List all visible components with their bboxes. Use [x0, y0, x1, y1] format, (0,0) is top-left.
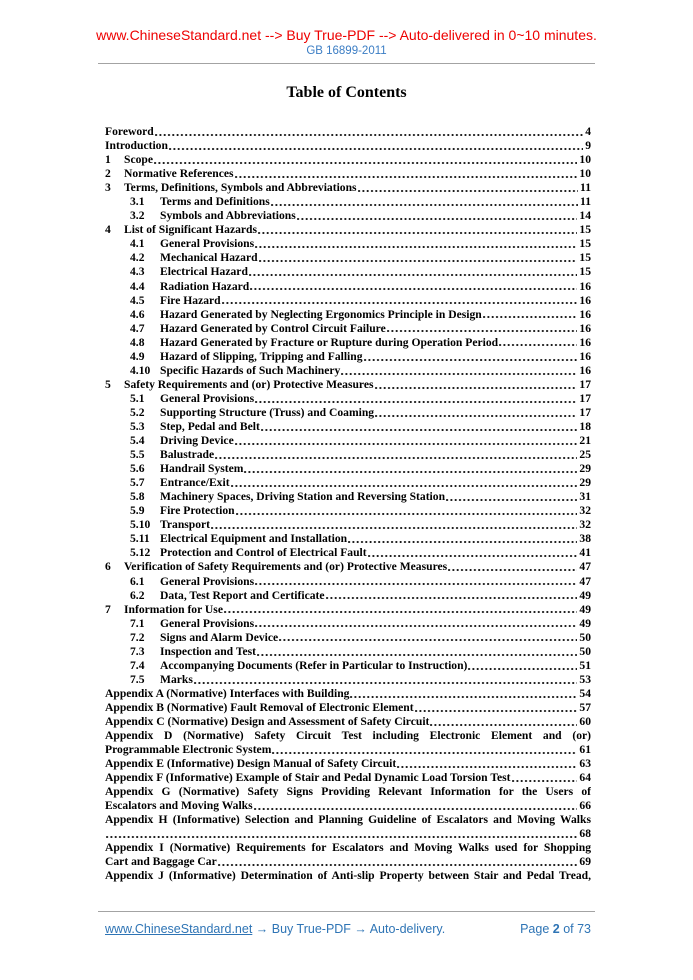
- entry-page-number: 4: [585, 125, 591, 138]
- entry-text: Marks: [160, 672, 193, 686]
- entry-text: Hazard Generated by Control Circuit Failure: [160, 321, 386, 335]
- section-number: 4.4: [130, 279, 145, 293]
- leader-dots: [255, 237, 577, 251]
- leader-dots: [211, 518, 577, 532]
- entry-text: Terms, Definitions, Symbols and Abbreviations: [124, 181, 357, 195]
- page-number-current: 2: [552, 922, 560, 936]
- entry-page-number: 15: [579, 237, 591, 251]
- entry-page-number: 47: [579, 574, 591, 588]
- toc-entry: [105, 448, 591, 462]
- entry-page-number: 64: [579, 771, 591, 785]
- section-number: 6.2: [130, 588, 145, 602]
- entry-page-number: 66: [579, 799, 591, 813]
- leader-dots: [249, 265, 578, 279]
- leader-dots: [154, 153, 577, 167]
- entry-page-number: 53: [579, 672, 591, 686]
- section-number: 5.4: [130, 434, 145, 448]
- entry-page-number: 31: [579, 490, 591, 504]
- toc-entry: [105, 603, 591, 617]
- entry-text: Programmable Electronic System: [105, 743, 272, 757]
- toc-entry: [105, 167, 591, 181]
- entry-text: Information for Use: [124, 602, 223, 616]
- leader-dots: [326, 589, 578, 603]
- entry-page-number: 54: [579, 686, 591, 700]
- entry-text: Handrail System: [160, 462, 244, 476]
- leader-dots: [375, 378, 578, 392]
- toc-entry: [105, 589, 591, 603]
- entry-text: Electrical Equipment and Installation: [160, 532, 348, 546]
- leader-dots: [512, 771, 578, 785]
- entry-page-number: 68: [579, 827, 591, 841]
- section-number: 4.7: [130, 321, 145, 335]
- leader-dots: [397, 757, 577, 771]
- entry-page-number: 61: [579, 743, 591, 757]
- entry-page-number: 47: [579, 560, 591, 574]
- entry-text: Appendix B (Normative) Fault Removal of Electronic Element: [105, 700, 414, 714]
- entry-page-number: 9: [585, 139, 591, 153]
- toc-entry: [105, 687, 591, 701]
- page-indicator: [520, 922, 591, 936]
- toc-entry: [105, 125, 591, 139]
- section-number: 5.2: [130, 405, 145, 419]
- toc-entry: [105, 153, 591, 167]
- toc-entry: [105, 701, 591, 715]
- promo-banner-link[interactable]: www.ChineseStandard.net --> Buy True-PDF --> Auto-delivered in 0~10 minutes.: [96, 27, 597, 43]
- entry-page-number: 16: [579, 363, 591, 377]
- entry-page-number: 16: [579, 279, 591, 293]
- entry-text: Protection and Control of Electrical Fault: [160, 546, 367, 560]
- toc-entry: [105, 869, 591, 883]
- leader-dots: [224, 603, 577, 617]
- section-number: 5.1: [130, 391, 145, 405]
- leader-dots: [499, 336, 577, 350]
- toc-entry: [105, 785, 591, 799]
- toc-entry: [105, 617, 591, 631]
- section-number: 7.5: [130, 672, 145, 686]
- entry-page-number: 17: [579, 377, 591, 391]
- toc-entry: [105, 308, 591, 322]
- entry-text: Safety Requirements and (or) Protective Measures: [124, 377, 374, 391]
- toc-entry: [105, 322, 591, 336]
- toc-entry: [105, 631, 591, 645]
- leader-dots: [350, 687, 577, 701]
- page-label-total: of 73: [559, 922, 591, 936]
- section-number: 5.8: [130, 490, 145, 504]
- leader-dots: [279, 631, 577, 645]
- section-number: 4.1: [130, 237, 145, 251]
- entry-page-number: 11: [580, 195, 591, 209]
- entry-page-number: 14: [579, 209, 591, 223]
- toc-entry: [105, 265, 591, 279]
- entry-page-number: 32: [579, 504, 591, 518]
- toc-entry: [105, 659, 591, 673]
- entry-page-number: 16: [579, 349, 591, 363]
- entry-page-number: 16: [579, 321, 591, 335]
- toc-entry: [105, 237, 591, 251]
- toc-entry: [105, 462, 591, 476]
- entry-text: Accompanying Documents (Refer in Particular to Instruction): [160, 658, 468, 672]
- leader-dots: [169, 139, 583, 153]
- toc-entry: [105, 350, 591, 364]
- section-number: 2: [105, 167, 111, 181]
- page-footer: [105, 922, 591, 936]
- entry-text: General Provisions: [160, 616, 255, 630]
- entry-text: Terms and Definitions: [160, 195, 270, 209]
- section-number: 5.12: [130, 546, 151, 560]
- toc-entry: [105, 223, 591, 237]
- entry-page-number: 60: [579, 714, 591, 728]
- entry-text: Appendix A (Normative) Interfaces with Building: [105, 686, 350, 700]
- leader-dots: [255, 617, 577, 631]
- entry-text: Appendix E (Informative) Design Manual of Safety Circuit: [105, 757, 397, 771]
- toc-entry: [105, 546, 591, 560]
- leader-dots: [271, 195, 578, 209]
- section-number: 4.3: [130, 265, 145, 279]
- section-number: 5.6: [130, 462, 145, 476]
- toc-entry: [105, 364, 591, 378]
- entry-page-number: 41: [579, 546, 591, 560]
- entry-text: Appendix I (Normative) Requirements for Escalators and Moving Walks used for Shopping: [105, 841, 591, 855]
- leader-dots: [255, 392, 577, 406]
- entry-page-number: 17: [579, 391, 591, 405]
- leader-dots: [255, 575, 577, 589]
- entry-text: Normative References: [124, 167, 234, 181]
- leader-dots: [194, 673, 578, 687]
- leader-dots: [236, 504, 578, 518]
- section-number: 4.5: [130, 293, 145, 307]
- entry-page-number: 17: [579, 405, 591, 419]
- leader-dots: [257, 645, 577, 659]
- toc-entry: [105, 645, 591, 659]
- entry-text: Entrance/Exit: [160, 476, 230, 490]
- entry-page-number: 29: [579, 462, 591, 476]
- footer-promo-text: → Buy True-PDF → Auto-delivery.: [252, 922, 446, 936]
- toc-entry: [105, 575, 591, 589]
- leader-dots: [297, 209, 578, 223]
- toc-entry: [105, 139, 591, 153]
- toc-entry: [105, 673, 591, 687]
- leader-dots: [235, 167, 578, 181]
- entry-text: Radiation Hazard: [160, 279, 250, 293]
- page-title: Table of Contents: [286, 84, 407, 101]
- leader-dots: [387, 322, 578, 336]
- leader-dots: [483, 308, 578, 322]
- section-number: 5.11: [130, 532, 150, 546]
- toc-entry: [105, 729, 591, 743]
- entry-page-number: 49: [579, 602, 591, 616]
- toc-entry: [105, 406, 591, 420]
- entry-text: Fire Hazard: [160, 293, 221, 307]
- entry-text: Electrical Hazard: [160, 265, 248, 279]
- entry-page-number: 50: [579, 630, 591, 644]
- toc-entry: [105, 841, 591, 855]
- section-number: 6.1: [130, 574, 145, 588]
- entry-text: Transport: [160, 518, 211, 532]
- toc-entry: [105, 518, 591, 532]
- leader-dots: [358, 181, 578, 195]
- section-number: 3.2: [130, 209, 145, 223]
- toc-entry: [105, 434, 591, 448]
- entry-page-number: 18: [579, 419, 591, 433]
- entry-text: Supporting Structure (Truss) and Coaming: [160, 405, 375, 419]
- section-number: 4.6: [130, 307, 145, 321]
- footer-promo: [105, 922, 445, 936]
- footer-divider: [98, 911, 595, 912]
- entry-page-number: 49: [579, 588, 591, 602]
- leader-dots: [250, 280, 577, 294]
- entry-text: General Provisions: [160, 574, 255, 588]
- entry-text: Step, Pedal and Belt: [160, 419, 260, 433]
- entry-page-number: 63: [579, 757, 591, 771]
- leader-dots: [448, 560, 577, 574]
- leader-dots: [215, 448, 577, 462]
- entry-page-number: 16: [579, 293, 591, 307]
- leader-dots: [348, 532, 577, 546]
- section-number: 7.2: [130, 630, 145, 644]
- toc-entry: [105, 827, 591, 841]
- toc-entry: [105, 476, 591, 490]
- leader-dots: [235, 434, 578, 448]
- toc-entry: [105, 280, 591, 294]
- entry-text: Specific Hazards of Such Machinery: [160, 363, 341, 377]
- section-number: 7: [105, 602, 111, 616]
- entry-page-number: 69: [579, 855, 591, 869]
- section-number: 4.2: [130, 251, 145, 265]
- toc-entry: [105, 209, 591, 223]
- leader-dots: [430, 715, 577, 729]
- entry-page-number: 49: [579, 616, 591, 630]
- entry-text: Appendix C (Normative) Design and Assessment of Safety Circuit: [105, 714, 430, 728]
- page-label: Page: [520, 922, 553, 936]
- entry-text: Hazard of Slipping, Tripping and Falling: [160, 349, 363, 363]
- entry-text: Driving Device: [160, 434, 234, 448]
- toc-entry: [105, 743, 591, 757]
- entry-page-number: 51: [579, 658, 591, 672]
- toc-entry: [105, 813, 591, 827]
- entry-text: General Provisions: [160, 237, 255, 251]
- leader-dots: [341, 364, 577, 378]
- entry-text: Scope: [124, 153, 153, 167]
- entry-page-number: 38: [579, 532, 591, 546]
- leader-dots: [254, 799, 578, 813]
- section-number: 7.1: [130, 616, 145, 630]
- entry-text: Cart and Baggage Car: [105, 855, 217, 869]
- toc-entry: [105, 294, 591, 308]
- section-number: 1: [105, 153, 111, 167]
- entry-text: Machinery Spaces, Driving Station and Reversing Station: [160, 490, 446, 504]
- section-number: 4.9: [130, 349, 145, 363]
- section-number: 5: [105, 377, 111, 391]
- toc-entry: [105, 378, 591, 392]
- entry-page-number: 15: [579, 251, 591, 265]
- section-number: 7.4: [130, 658, 145, 672]
- leader-dots: [155, 125, 583, 139]
- leader-dots: [468, 659, 577, 673]
- entry-page-number: 11: [580, 181, 591, 195]
- entry-page-number: 16: [579, 307, 591, 321]
- leader-dots: [106, 827, 577, 841]
- toc-entry: [105, 181, 591, 195]
- toc-entry: [105, 420, 591, 434]
- toc-entry: [105, 532, 591, 546]
- entry-text: Appendix G (Normative) Safety Signs Providing Relevant Information for the Users of: [105, 785, 591, 799]
- toc-entry: [105, 799, 591, 813]
- leader-dots: [368, 546, 578, 560]
- leader-dots: [259, 251, 578, 265]
- entry-text: Data, Test Report and Certificate: [160, 588, 325, 602]
- toc-entry: [105, 504, 591, 518]
- leader-dots: [231, 476, 578, 490]
- leader-dots: [364, 350, 578, 364]
- leader-dots: [415, 701, 578, 715]
- entry-text: List of Significant Hazards: [124, 223, 258, 237]
- section-number: 5.7: [130, 476, 145, 490]
- toc-entry: [105, 757, 591, 771]
- leader-dots: [218, 855, 578, 869]
- entry-page-number: 10: [579, 167, 591, 181]
- entry-page-number: 32: [579, 518, 591, 532]
- toc-list: [105, 125, 591, 884]
- header-divider: [98, 63, 595, 64]
- section-number: 4.10: [130, 363, 151, 377]
- entry-page-number: 57: [579, 700, 591, 714]
- section-number: 3: [105, 181, 111, 195]
- entry-text: Foreword: [105, 125, 154, 138]
- entry-text: Symbols and Abbreviations: [160, 209, 296, 223]
- entry-text: Escalators and Moving Walks: [105, 799, 253, 813]
- standard-number: GB 16899-2011: [306, 45, 387, 57]
- footer-website-link[interactable]: www.ChineseStandard.net: [105, 922, 253, 936]
- section-number: 3.1: [130, 195, 145, 209]
- section-number: 7.3: [130, 644, 145, 658]
- entry-text: Hazard Generated by Fracture or Rupture during Operation Period: [160, 335, 499, 349]
- entry-text: Appendix D (Normative) Safety Circuit Test including Electronic Element and (or): [105, 729, 591, 743]
- toc-entry: [105, 560, 591, 574]
- entry-page-number: 15: [579, 265, 591, 279]
- toc-entry: [105, 771, 591, 785]
- entry-page-number: 15: [579, 223, 591, 237]
- entry-page-number: 25: [579, 448, 591, 462]
- section-number: 4.8: [130, 335, 145, 349]
- entry-text: Hazard Generated by Neglecting Ergonomics Principle in Design: [160, 307, 482, 321]
- entry-text: Introduction: [105, 139, 168, 153]
- toc-entry: [105, 715, 591, 729]
- leader-dots: [258, 223, 577, 237]
- toc-entry: [105, 251, 591, 265]
- toc-entry: [105, 336, 591, 350]
- leader-dots: [446, 490, 577, 504]
- section-number: 5.3: [130, 419, 145, 433]
- entry-text: Verification of Safety Requirements and (or) Protective Measures: [124, 560, 448, 574]
- toc-entry: [105, 855, 591, 869]
- entry-text: Appendix H (Informative) Selection and Planning Guideline of Escalators and Moving Walks: [105, 813, 591, 827]
- toc-entry: [105, 195, 591, 209]
- section-number: 5.5: [130, 448, 145, 462]
- entry-page-number: 21: [579, 434, 591, 448]
- toc-entry: [105, 490, 591, 504]
- entry-page-number: 10: [579, 153, 591, 167]
- section-number: 4: [105, 223, 111, 237]
- entry-text: Appendix J (Informative) Determination of Anti-slip Property between Stair and Pedal Tread,: [105, 869, 591, 883]
- entry-text: Fire Protection: [160, 504, 235, 518]
- entry-text: General Provisions: [160, 391, 255, 405]
- entry-page-number: 16: [579, 335, 591, 349]
- entry-text: Balustrade: [160, 448, 215, 462]
- section-number: 6: [105, 560, 111, 574]
- leader-dots: [272, 743, 577, 757]
- toc-entry: [105, 392, 591, 406]
- entry-page-number: 29: [579, 476, 591, 490]
- section-number: 5.9: [130, 504, 145, 518]
- entry-page-number: 50: [579, 644, 591, 658]
- leader-dots: [244, 462, 577, 476]
- section-number: 5.10: [130, 518, 151, 532]
- leader-dots: [222, 294, 578, 308]
- entry-text: Mechanical Hazard: [160, 251, 258, 265]
- entry-text: Appendix F (Informative) Example of Stair and Pedal Dynamic Load Torsion Test: [105, 771, 511, 785]
- entry-text: Inspection and Test: [160, 644, 257, 658]
- leader-dots: [261, 420, 578, 434]
- entry-text: Signs and Alarm Device: [160, 630, 279, 644]
- leader-dots: [375, 406, 577, 420]
